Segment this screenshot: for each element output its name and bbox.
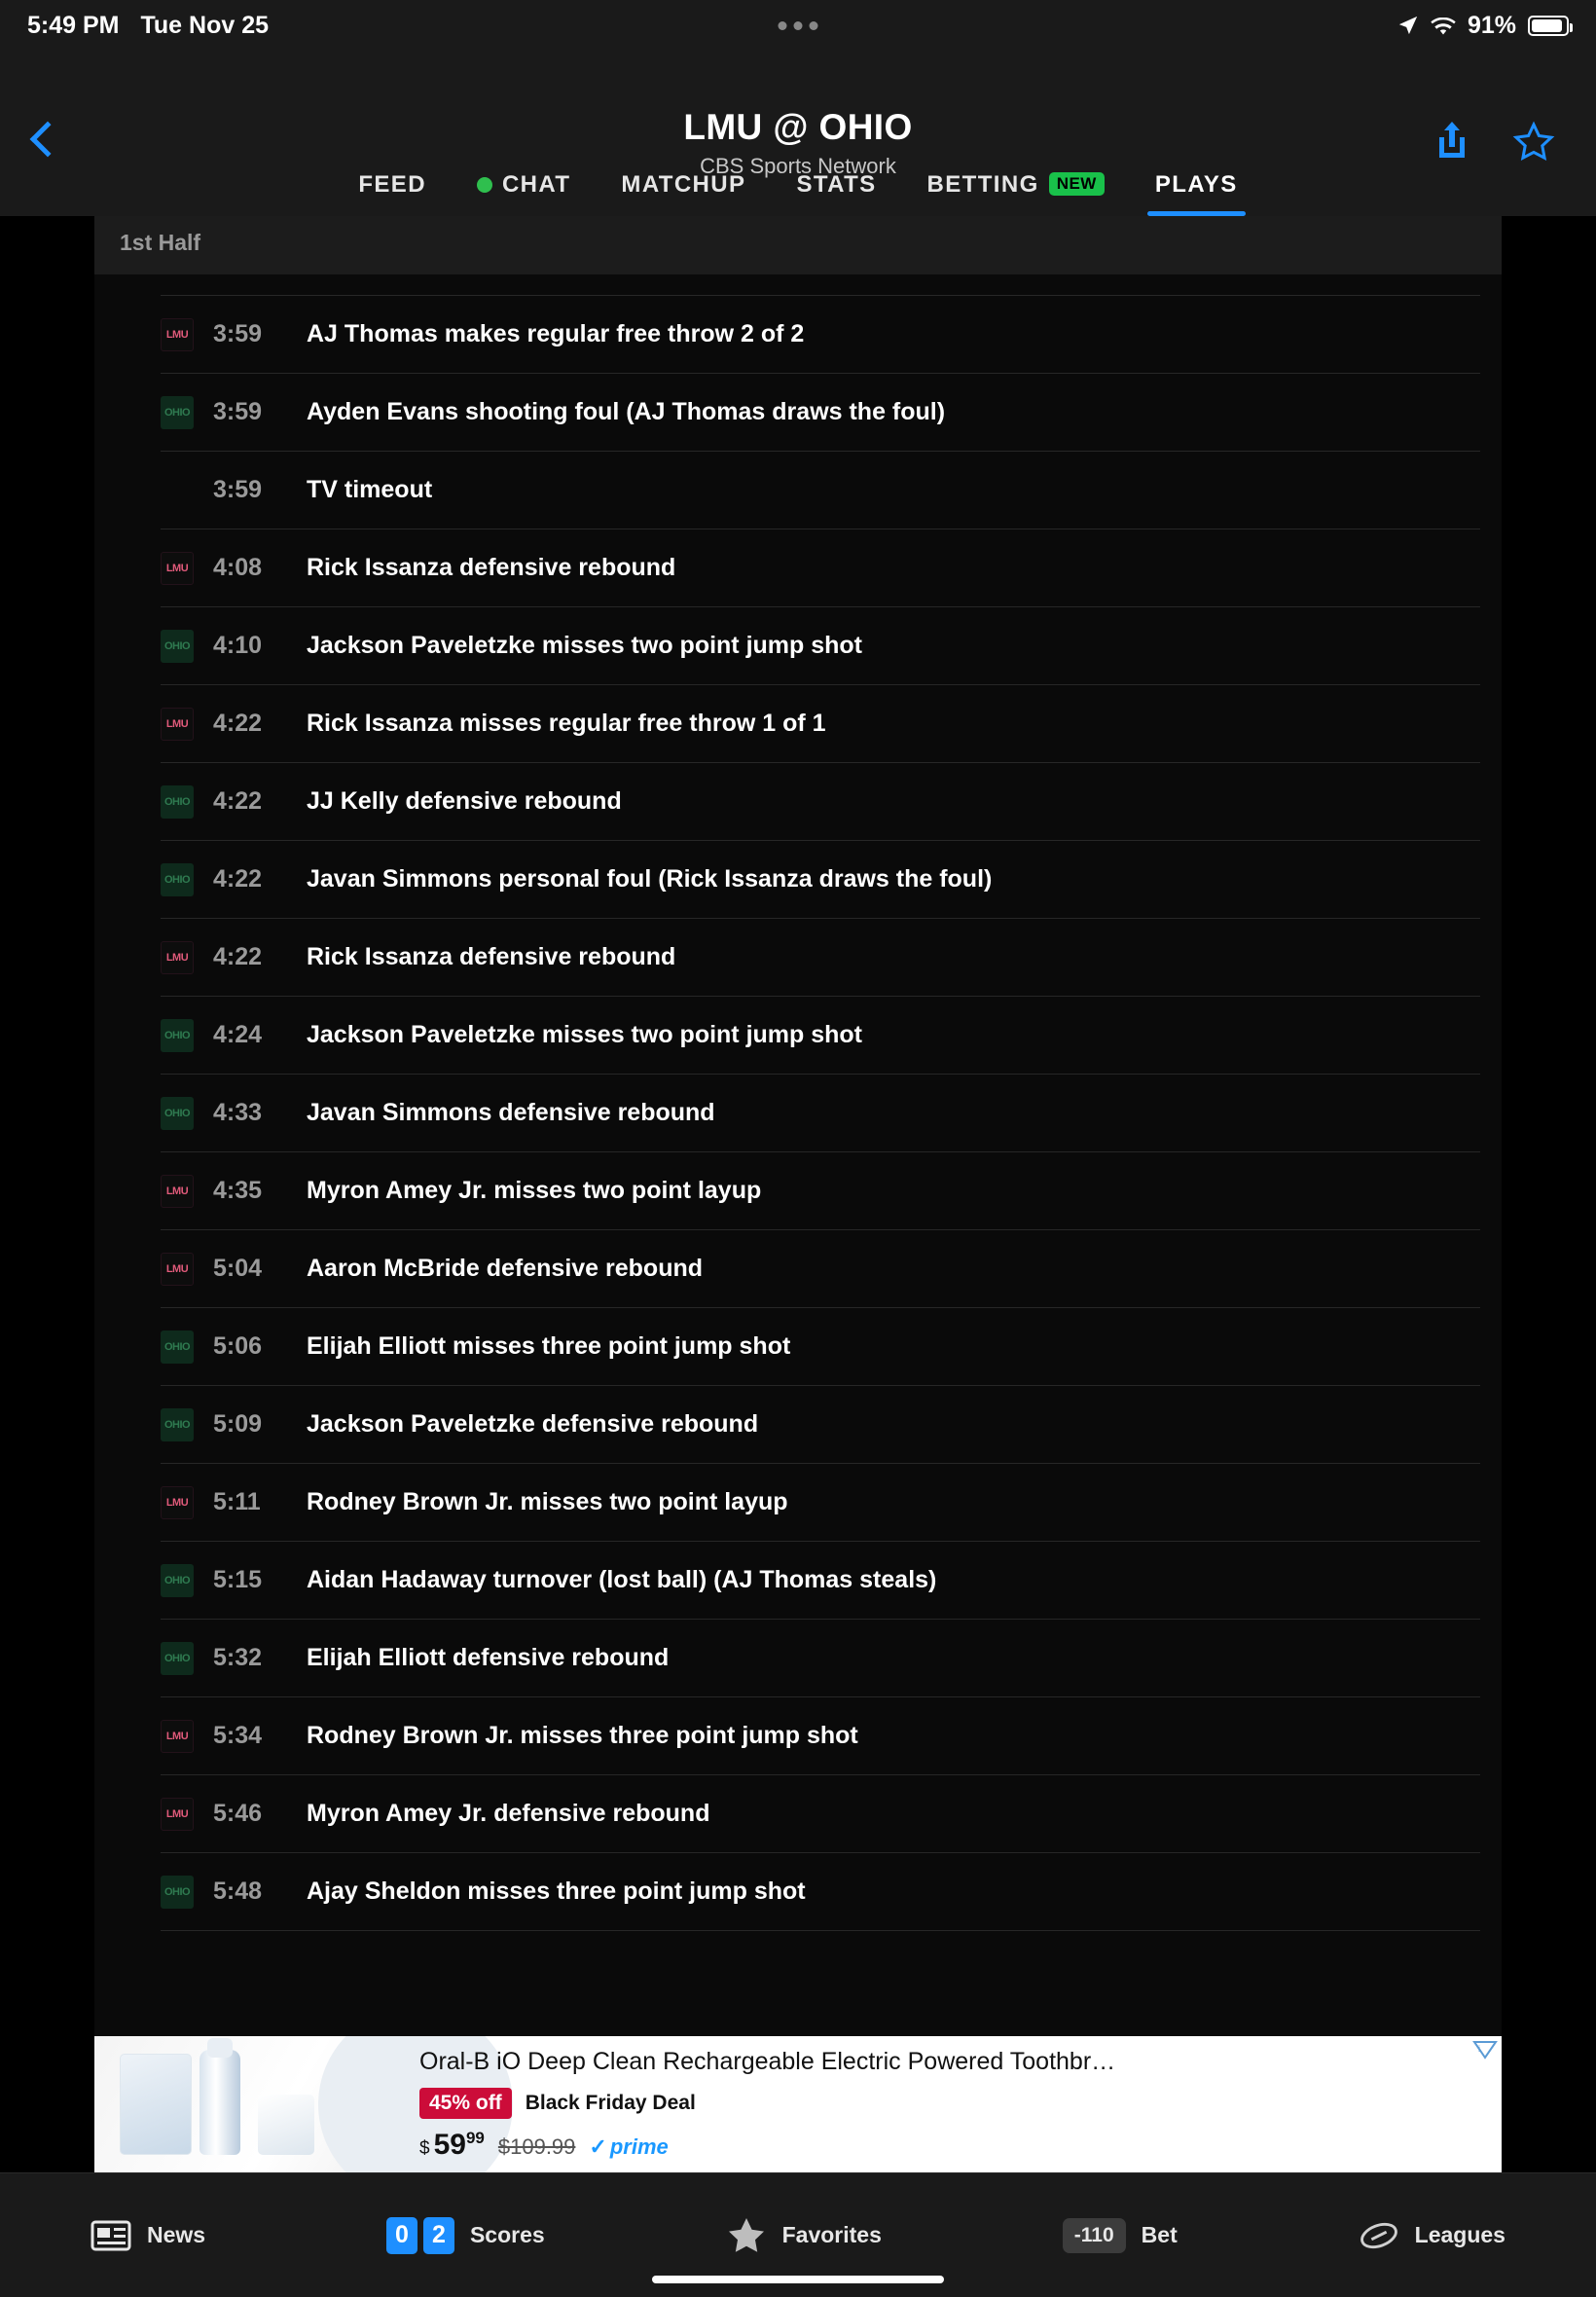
team-logo-ohio-icon: OHIO (161, 630, 194, 663)
team-logo-ohio-icon: OHIO (161, 785, 194, 819)
team-logo-empty (161, 474, 194, 507)
play-clock: 4:24 (213, 1021, 263, 1048)
play-row[interactable] (161, 1230, 1480, 1308)
team-logo-ohio-icon: OHIO (161, 1564, 194, 1597)
team-logo-lmu-icon: LMU (161, 1798, 194, 1831)
ad-price (434, 2129, 485, 2162)
team-logo-ohio-icon: OHIO (161, 1097, 194, 1130)
favorite-star-icon[interactable] (1512, 121, 1555, 164)
broadcast-network: CBS Sports Network (700, 154, 896, 178)
tab-feed-label: FEED (358, 171, 426, 198)
home-indicator (652, 2276, 944, 2283)
team-logo-ohio-icon: OHIO (161, 1876, 194, 1909)
play-row[interactable] (161, 763, 1480, 841)
play-row[interactable] (161, 919, 1480, 997)
play-clock: 3:59 (213, 398, 263, 425)
tab-chat-label: CHAT (501, 171, 571, 198)
play-description: Rick Issanza defensive rebound (307, 554, 676, 581)
nav-item-bet-label: Bet (1141, 2222, 1178, 2247)
play-row[interactable] (161, 841, 1480, 919)
play-row[interactable] (161, 1620, 1480, 1697)
play-row[interactable] (161, 1075, 1480, 1152)
play-row[interactable] (161, 1775, 1480, 1853)
play-clock: 5:34 (213, 1722, 263, 1749)
play-clock: 5:15 (213, 1566, 263, 1593)
play-description: Jackson Paveletzke misses two point jump shot (307, 632, 863, 659)
team-logo-lmu-icon: LMU (161, 1175, 194, 1208)
ad-price-cents: 99 (465, 2128, 485, 2147)
adchoices-icon[interactable] (1472, 2040, 1498, 2061)
tab-feed[interactable] (333, 162, 452, 216)
ad-product-image (94, 2036, 406, 2172)
ad-discount-badge: 45% off (419, 2088, 512, 2119)
play-row[interactable] (161, 1152, 1480, 1230)
status-date: Tue Nov 25 (140, 11, 270, 39)
nav-item-news[interactable] (91, 2215, 205, 2256)
play-clock: 4:22 (213, 787, 263, 815)
team-logo-lmu-icon: LMU (161, 941, 194, 974)
tab-betting-label: BETTING (926, 171, 1039, 198)
play-clock: 4:22 (213, 710, 263, 737)
score-chip-away: 0 (386, 2217, 417, 2254)
plays-panel (94, 216, 1502, 2297)
tab-betting[interactable] (902, 162, 1130, 216)
play-clock: 4:08 (213, 554, 263, 581)
nav-item-scores[interactable] (386, 2217, 545, 2254)
team-logo-ohio-icon: OHIO (161, 1642, 194, 1675)
scores-chips-icon (386, 2217, 454, 2254)
play-clock: 5:48 (213, 1878, 263, 1905)
team-logo-lmu-icon: LMU (161, 1253, 194, 1286)
battery-icon (1528, 16, 1569, 36)
page-title: LMU @ OHIO (683, 107, 913, 147)
battery-percent: 91% (1467, 11, 1516, 39)
play-description: Jackson Paveletzke misses two point jump shot (307, 1021, 863, 1048)
play-description: Rodney Brown Jr. misses three point jump shot (307, 1722, 858, 1749)
svg-text:i: i (1478, 2043, 1480, 2054)
play-description: Javan Simmons personal foul (Rick Issanza draws the foul) (307, 865, 993, 893)
ad-text-block (406, 2038, 1502, 2171)
play-row[interactable] (161, 1308, 1480, 1386)
tab-matchup[interactable] (596, 162, 771, 216)
ad-title: Oral-B iO Deep Clean Rechargeable Electric Powered Toothbr… (419, 2047, 1116, 2075)
wifi-icon (1431, 16, 1456, 35)
play-clock: 4:10 (213, 632, 263, 659)
play-clock: 4:33 (213, 1099, 263, 1126)
team-logo-lmu-icon: LMU (161, 318, 194, 351)
advertisement-banner[interactable] (94, 2036, 1502, 2172)
ad-deal-label: Black Friday Deal (525, 2091, 696, 2114)
team-logo-empty (161, 274, 194, 296)
team-logo-lmu-icon: LMU (161, 1720, 194, 1753)
play-description: TV timeout (307, 476, 433, 503)
play-row[interactable] (161, 997, 1480, 1075)
half-section-header: 1st Half (94, 216, 1502, 274)
play-row[interactable] (161, 1386, 1480, 1464)
nav-item-bet[interactable] (1063, 2218, 1178, 2253)
play-row[interactable] (161, 374, 1480, 452)
play-description: Elijah Elliott misses three point jump shot (307, 1332, 791, 1360)
play-clock: 4:22 (213, 865, 263, 893)
play-row[interactable] (161, 685, 1480, 763)
play-description: Rick Issanza misses regular free throw 1 of 1 (307, 710, 826, 737)
play-row[interactable] (161, 1697, 1480, 1775)
odds-chip-icon: -110 (1063, 2218, 1126, 2253)
play-clock: 3:59 (213, 320, 263, 347)
play-clock: 5:11 (213, 1488, 261, 1515)
ad-strike-price: $109.99 (497, 2133, 576, 2159)
nav-item-favorites[interactable] (726, 2215, 882, 2256)
team-logo-lmu-icon: LMU (161, 552, 194, 585)
news-icon (91, 2215, 131, 2256)
play-description: JJ Kelly defensive rebound (307, 787, 622, 815)
play-clock: 3:59 (213, 476, 263, 503)
football-icon (1359, 2215, 1399, 2256)
location-arrow-icon (1397, 15, 1419, 36)
play-row[interactable] (161, 1853, 1480, 1931)
play-description: Ajay Sheldon misses three point jump shot (307, 1878, 806, 1905)
play-row[interactable] (161, 452, 1480, 529)
play-clock: 5:09 (213, 1410, 263, 1438)
play-clock: 4:22 (213, 943, 263, 970)
share-icon[interactable] (1433, 119, 1471, 162)
team-logo-ohio-icon: OHIO (161, 396, 194, 429)
play-description: Javan Simmons defensive rebound (307, 1099, 715, 1126)
play-description: Elijah Elliott defensive rebound (307, 1644, 670, 1671)
play-row[interactable] (161, 1542, 1480, 1620)
status-bar (0, 0, 1596, 51)
tab-plays-label: PLAYS (1154, 171, 1238, 198)
play-row[interactable] (161, 1464, 1480, 1542)
nav-item-favorites-label: Favorites (781, 2222, 882, 2247)
play-description: Aaron McBride defensive rebound (307, 1255, 704, 1282)
play-description: Aidan Hadaway turnover (lost ball) (AJ Thomas steals) (307, 1566, 937, 1593)
play-description: Myron Amey Jr. defensive rebound (307, 1800, 710, 1827)
team-logo-ohio-icon: OHIO (161, 1331, 194, 1364)
tab-stats-label: STATS (796, 171, 877, 198)
tab-matchup-label: MATCHUP (621, 171, 746, 198)
play-description: Myron Amey Jr. misses two point layup (307, 1177, 762, 1204)
play-clock: 5:04 (213, 1255, 263, 1282)
play-clock: 5:06 (213, 1332, 263, 1360)
live-dot-icon (477, 177, 492, 193)
status-time: 5:49 PM (27, 11, 120, 39)
game-header (0, 51, 1596, 216)
score-chip-home: 2 (423, 2217, 454, 2254)
team-logo-ohio-icon: OHIO (161, 1408, 194, 1441)
star-icon (726, 2215, 767, 2256)
nav-item-scores-label: Scores (469, 2222, 545, 2247)
play-row[interactable] (161, 607, 1480, 685)
play-description: Rodney Brown Jr. misses two point layup (307, 1488, 788, 1515)
team-logo-lmu-icon: LMU (161, 1486, 194, 1519)
team-logo-ohio-icon: OHIO (161, 863, 194, 896)
play-clock: 5:46 (213, 1800, 263, 1827)
play-clock: 4:35 (213, 1177, 263, 1204)
play-row[interactable] (161, 296, 1480, 374)
plays-list[interactable] (94, 274, 1502, 2297)
multitask-grip[interactable] (779, 21, 818, 30)
prime-icon: ✓ prime (589, 2134, 668, 2160)
new-badge: NEW (1049, 172, 1105, 196)
tab-stats[interactable] (771, 162, 901, 216)
main-content (0, 216, 1596, 2297)
game-tabs[interactable] (0, 162, 1596, 216)
play-description: AJ Thomas makes regular free throw 2 of 2 (307, 320, 805, 347)
tab-plays[interactable] (1130, 162, 1263, 216)
nav-item-leagues-label: Leagues (1414, 2222, 1505, 2247)
team-logo-ohio-icon: OHIO (161, 1019, 194, 1052)
play-description: Jackson Paveletzke defensive rebound (307, 1410, 759, 1438)
play-description: Ayden Evans shooting foul (AJ Thomas draws the foul) (307, 398, 946, 425)
nav-item-leagues[interactable] (1359, 2215, 1505, 2256)
tab-chat[interactable] (452, 162, 596, 216)
nav-item-news-label: News (146, 2222, 206, 2247)
team-logo-lmu-icon: LMU (161, 708, 194, 741)
play-description: Rick Issanza defensive rebound (307, 943, 676, 970)
ad-price-main: 59 (433, 2128, 466, 2161)
play-row[interactable] (161, 274, 1480, 296)
ad-currency: $ (419, 2137, 430, 2159)
play-row[interactable] (161, 529, 1480, 607)
play-clock: 5:32 (213, 1644, 263, 1671)
